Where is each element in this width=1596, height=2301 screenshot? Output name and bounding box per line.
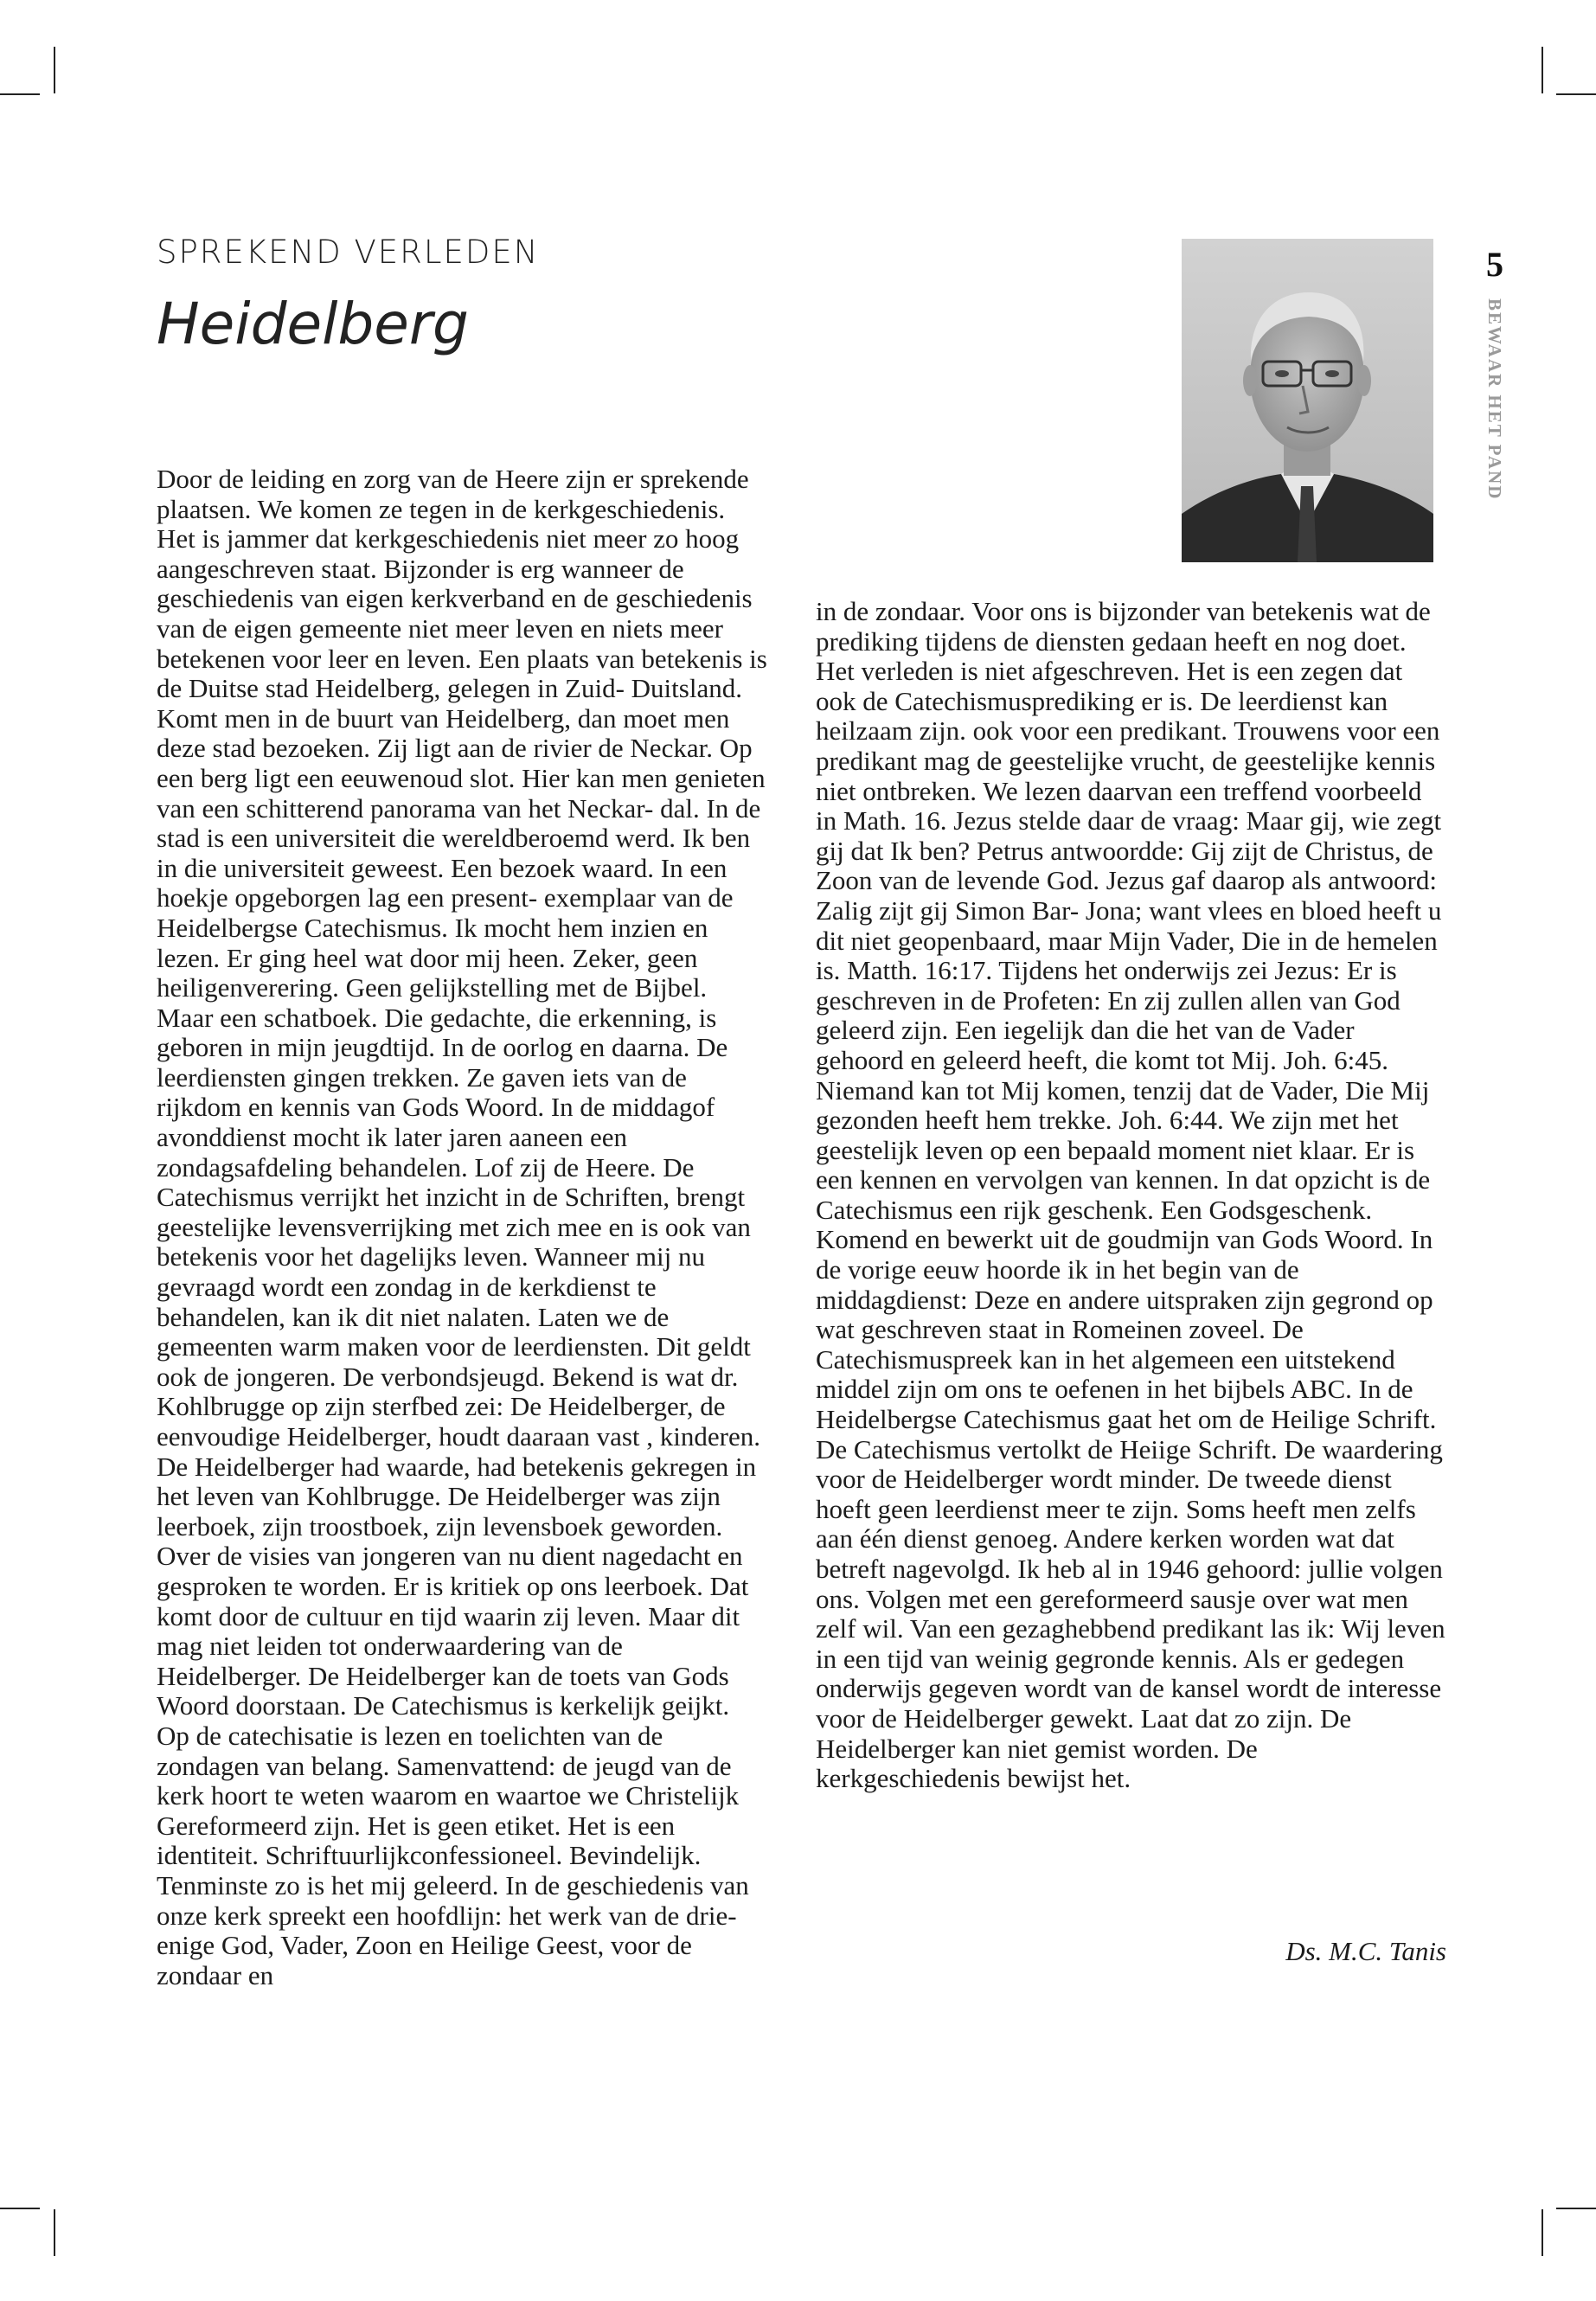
crop-mark-bottom-right-vertical	[1542, 2209, 1543, 2256]
author-signature: Ds. M.C. Tanis	[1285, 1936, 1446, 1966]
page-number: 5	[1486, 245, 1503, 284]
crop-mark-top-left-horizontal	[0, 93, 40, 95]
article-body-left-column: Door de leiding en zorg van de Heere zijn er sprekende plaatsen. We komen ze tegen in de kerkgeschiedenis. Het is jammer dat kerkgeschiedenis niet meer zo hoog aangeschreven staat. Bijzonder is erg wanneer de geschiedenis van eigen kerkverband en de geschiedenis van de eigen gemeente niet meer leven en niets meer betekenen voor leer en leven. Een plaats van betekenis is de Duitse stad Heidelberg, gelegen in Zuid- Duitsland. Komt men in de buurt van Heidelberg, dan moet men deze stad bezoeken. Zij ligt aan de rivier de Neckar. Op een berg ligt een eeuwenoud slot. Hier kan men genieten van een schitterend panorama van het Neckar- dal. In de stad is een universiteit die wereldberoemd werd. Ik ben in die universiteit geweest. Een bezoek waard. In een hoekje opgeborgen lag een present- exemplaar van de Heidelbergse Catechismus. Ik mocht hem inzien en lezen. Er ging heel wat door mij heen. Zeker, geen heiligenverering. Geen gelijkstelling met de Bijbel. Maar een schatboek. Die gedachte, die erkenning, is geboren in mijn jeugdtijd. In de oorlog en daarna. De leerdiensten gingen trekken. Ze gaven iets van de rijkdom en kennis van Gods Woord. In de middagof avonddienst mocht ik later jaren aaneen een zondagsafdeling behandelen. Lof zij de Heere. De Catechismus verrijkt het inzicht in de Schriften, brengt geestelijke levensverrijking met zich mee en is ook van betekenis voor het dagelijks leven. Wanneer mij nu gevraagd wordt een zondag in de kerkdienst te behandelen, kan ik dit niet nalaten. Laten we de gemeenten warm maken voor de leerdiensten. Dit geldt ook de jongeren. De verbondsjeugd. Bekend is wat dr. Kohlbrugge op zijn sterfbed zei: De Heidelberger, de eenvoudige Heidelberger, houdt daaraan vast , kinderen. De Heidelberger had waarde, had betekenis gekregen in het leven van Kohlbrugge. De Heidelberger was zijn leerboek, zijn troostboek, zijn levensboek geworden. Over de visies van jongeren van nu dient nagedacht en gesproken te worden. Er is kritiek op ons leerboek. Dat komt door de cultuur en tijd waarin zij leven. Maar dit mag niet leiden tot onderwaardering van de Heidelberger. De Heidelberger kan de toets van Gods Woord doorstaan. De Catechismus is kerkelijk geijkt. Op de catechisatie is lezen en toelichten van de zondagen van belang. Samenvattend: de jeugd van de kerk hoort te weten waarom en waartoe we Christelijk Gereformeerd zijn. Het is geen etiket. Het is een identiteit. Schriftuurlijkconfessioneel. Bevindelijk. Tenminste zo is het mij geleerd. In de geschiedenis van onze kerk spreekt een hoofdlijn: het werk van de drie-enige God, Vader, Zoon en Heilige Geest, voor de zondaar en	[157, 464, 767, 1990]
crop-mark-bottom-left-vertical	[54, 2209, 55, 2256]
running-head	[1479, 298, 1514, 506]
running-head-text: BEWAAR HET PAND	[1484, 298, 1505, 501]
crop-mark-top-right-vertical	[1542, 47, 1543, 93]
section-label: SPREKEND VERLEDEN	[157, 234, 540, 271]
crop-mark-top-left-vertical	[54, 47, 55, 93]
author-portrait	[1182, 239, 1433, 562]
article-title: Heidelberg	[157, 291, 469, 357]
crop-mark-top-right-horizontal	[1556, 93, 1596, 95]
crop-mark-bottom-right-horizontal	[1556, 2208, 1596, 2209]
crop-mark-bottom-left-horizontal	[0, 2208, 40, 2209]
article-body-right-column: in de zondaar. Voor ons is bijzonder van betekenis wat de prediking tijdens de diensten gedaan heeft en nog doet. Het verleden is niet afgeschreven. Het is een zegen dat ook de Catechismusprediking er is. De leerdienst kan heilzaam zijn. ook voor een predikant. Trouwens voor een predikant mag de geestelijke vrucht, de geestelijke kennis niet ontbreken. We lezen daarvan een treffend voorbeeld in Math. 16. Jezus stelde daar de vraag: Maar gij, wie zegt gij dat Ik ben? Petrus antwoordde: Gij zijt de Christus, de Zoon van de levende God. Jezus gaf daarop als antwoord: Zalig zijt gij Simon Bar- Jona; want vlees en bloed heeft u dit niet geopenbaard, maar Mijn Vader, Die in de hemelen is. Matth. 16:17. Tijdens het onderwijs zei Jezus: Er is geschreven in de Profeten: En zij zullen allen van God geleerd zijn. Een iegelijk dan die het van de Vader gehoord en geleerd heeft, die komt tot Mij. Joh. 6:45. Niemand kan tot Mij komen, tenzij dat de Vader, Die Mij gezonden heeft hem trekke. Joh. 6:44. We zijn met het geestelijk leven op een bepaald moment niet klaar. Er is een kennen en vervolgen van kennen. In dat opzicht is de Catechismus een rijk geschenk. Een Godsgeschenk. Komend en bewerkt uit de goudmijn van Gods Woord. In de vorige eeuw hoorde ik in het begin van de middagdienst: Deze en andere uitspraken zijn gegrond op wat geschreven staat in Romeinen zoveel. De Catechismuspreek kan in het algemeen een uitstekend middel zijn om ons te oefenen in het bijbels ABC. In de Heidelbergse Catechismus gaat het om de Heilige Schrift. De Catechismus vertolkt de Heiige Schrift. De waardering voor de Heidelberger wordt minder. De tweede dienst hoeft geen leerdienst meer te zijn. Soms heeft men zelfs aan één dienst genoeg. Andere kerken worden wat dat betreft nagevolgd. Ik heb al in 1946 gehoord: jullie volgen ons. Volgen met een gereformeerd sausje over wat men zelf wil. Van een gezaghebbend predikant las ik: Wij leven in een tijd van weinig gegronde kennis. Als er gedegen onderwijs gegeven wordt van de kansel wordt de interesse voor de Heidelberger gewekt. Laat dat zo zijn. De Heidelberger kan niet gemist worden. De kerkgeschiedenis bewijst het.	[816, 596, 1445, 1794]
